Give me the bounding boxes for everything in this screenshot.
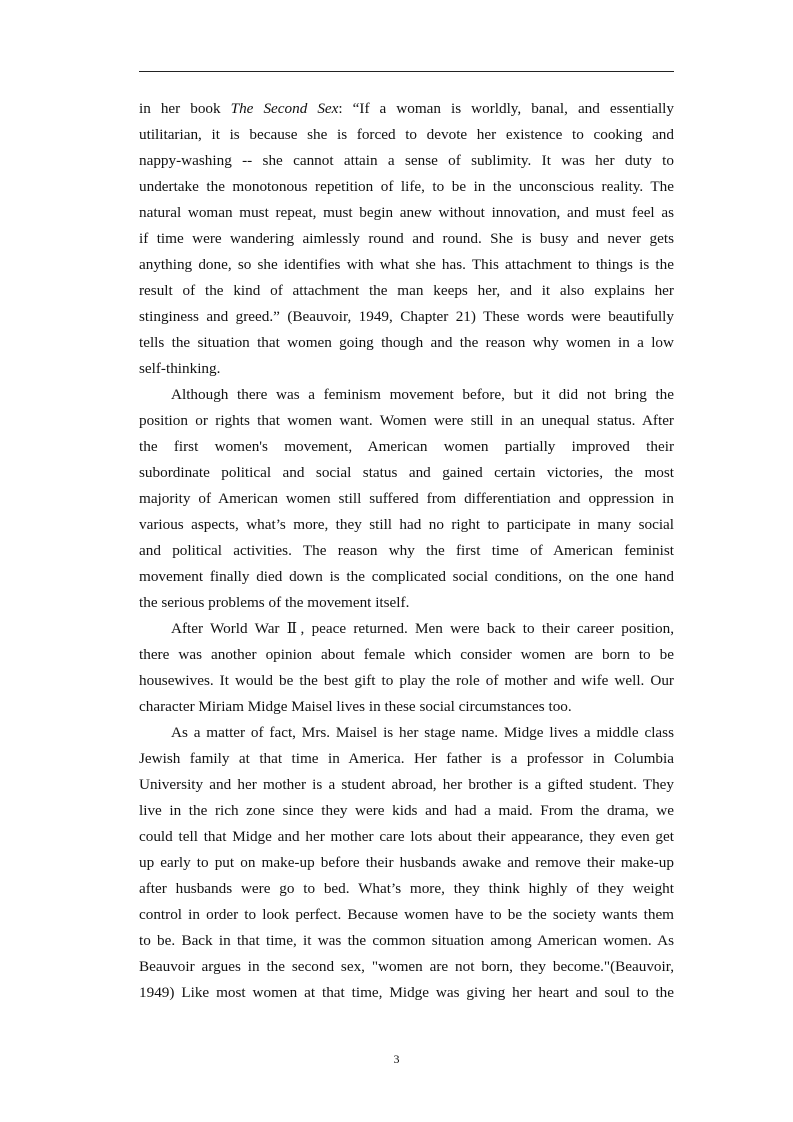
text-line: the first women's movement, American women partially improved their bbox=[139, 438, 674, 455]
text-line: after husbands were go to bed. What’s more, they think highly of they weight bbox=[139, 880, 674, 897]
book-title: The Second Sex bbox=[230, 100, 339, 117]
text-line: As a matter of fact, Mrs. Maisel is her stage name. Midge lives a middle class bbox=[171, 724, 674, 741]
text-line: up early to put on make-up before their husbands awake and remove their make-up bbox=[139, 854, 674, 871]
text-line: utilitarian, it is because she is forced to devote her existence to cooking and bbox=[139, 126, 674, 143]
paragraph bbox=[139, 96, 674, 382]
text-line: undertake the monotonous repetition of life, to be in the unconscious reality. The bbox=[139, 178, 674, 195]
text-line: the serious problems of the movement itself. bbox=[139, 594, 410, 611]
text-line: housewives. It would be the best gift to play the role of mother and wife well. Our bbox=[139, 672, 674, 689]
text-line: stinginess and greed.” (Beauvoir, 1949, Chapter 21) These words were beautifully bbox=[139, 308, 674, 325]
body-text bbox=[139, 96, 674, 1006]
text-line: position or rights that women want. Women were still in an unequal status. After bbox=[139, 412, 674, 429]
paragraph bbox=[139, 720, 674, 1006]
text-line: various aspects, what’s more, they still had no right to participate in many social bbox=[139, 516, 674, 533]
text-line: anything done, so she identifies with what she has. This attachment to things is the bbox=[139, 256, 674, 273]
text-line: result of the kind of attachment the man keeps her, and it also explains her bbox=[139, 282, 674, 299]
text-line: After World War Ⅱ, peace returned. Men were back to their career position, bbox=[171, 620, 674, 637]
text-line: majority of American women still suffered from differentiation and oppression in bbox=[139, 490, 674, 507]
text-line: there was another opinion about female which consider women are born to be bbox=[139, 646, 674, 663]
text-line: to be. Back in that time, it was the common situation among American women. As bbox=[139, 932, 674, 949]
text-line: tells the situation that women going though and the reason why women in a low bbox=[139, 334, 674, 351]
page-number: 3 bbox=[393, 1052, 400, 1066]
text-line: natural woman must repeat, must begin anew without innovation, and must feel as bbox=[139, 204, 674, 221]
text-line: self-thinking. bbox=[139, 360, 221, 377]
text-line: Beauvoir argues in the second sex, "women are not born, they become."(Beauvoir, bbox=[139, 958, 674, 975]
text-line: Jewish family at that time in America. Her father is a professor in Columbia bbox=[139, 750, 674, 767]
text-line: in her book The Second Sex: “If a woman is worldly, banal, and essentially bbox=[139, 100, 674, 117]
text-line: live in the rich zone since they were kids and had a maid. From the drama, we bbox=[139, 802, 674, 819]
text-line: control in order to look perfect. Because women have to be the society wants them bbox=[139, 906, 674, 923]
text-line: and political activities. The reason why the first time of American feminist bbox=[139, 542, 674, 559]
text-line: character Miriam Midge Maisel lives in these social circumstances too. bbox=[139, 698, 572, 715]
text-line: nappy-washing -- she cannot attain a sense of sublimity. It was her duty to bbox=[139, 152, 674, 169]
text-line: Although there was a feminism movement before, but it did not bring the bbox=[171, 386, 674, 403]
paragraph bbox=[139, 616, 674, 720]
text-line: if time were wandering aimlessly round and round. She is busy and never gets bbox=[139, 230, 674, 247]
paragraph bbox=[139, 382, 674, 616]
text-line: University and her mother is a student abroad, her brother is a gifted student. They bbox=[139, 776, 674, 793]
header-rule bbox=[139, 71, 674, 72]
text-line: subordinate political and social status and gained certain victories, the most bbox=[139, 464, 674, 481]
text-line: movement finally died down is the complicated social conditions, on the one hand bbox=[139, 568, 674, 585]
text-line: 1949) Like most women at that time, Midge was giving her heart and soul to the bbox=[139, 984, 674, 1001]
text-line: could tell that Midge and her mother care lots about their appearance, they even get bbox=[139, 828, 674, 845]
